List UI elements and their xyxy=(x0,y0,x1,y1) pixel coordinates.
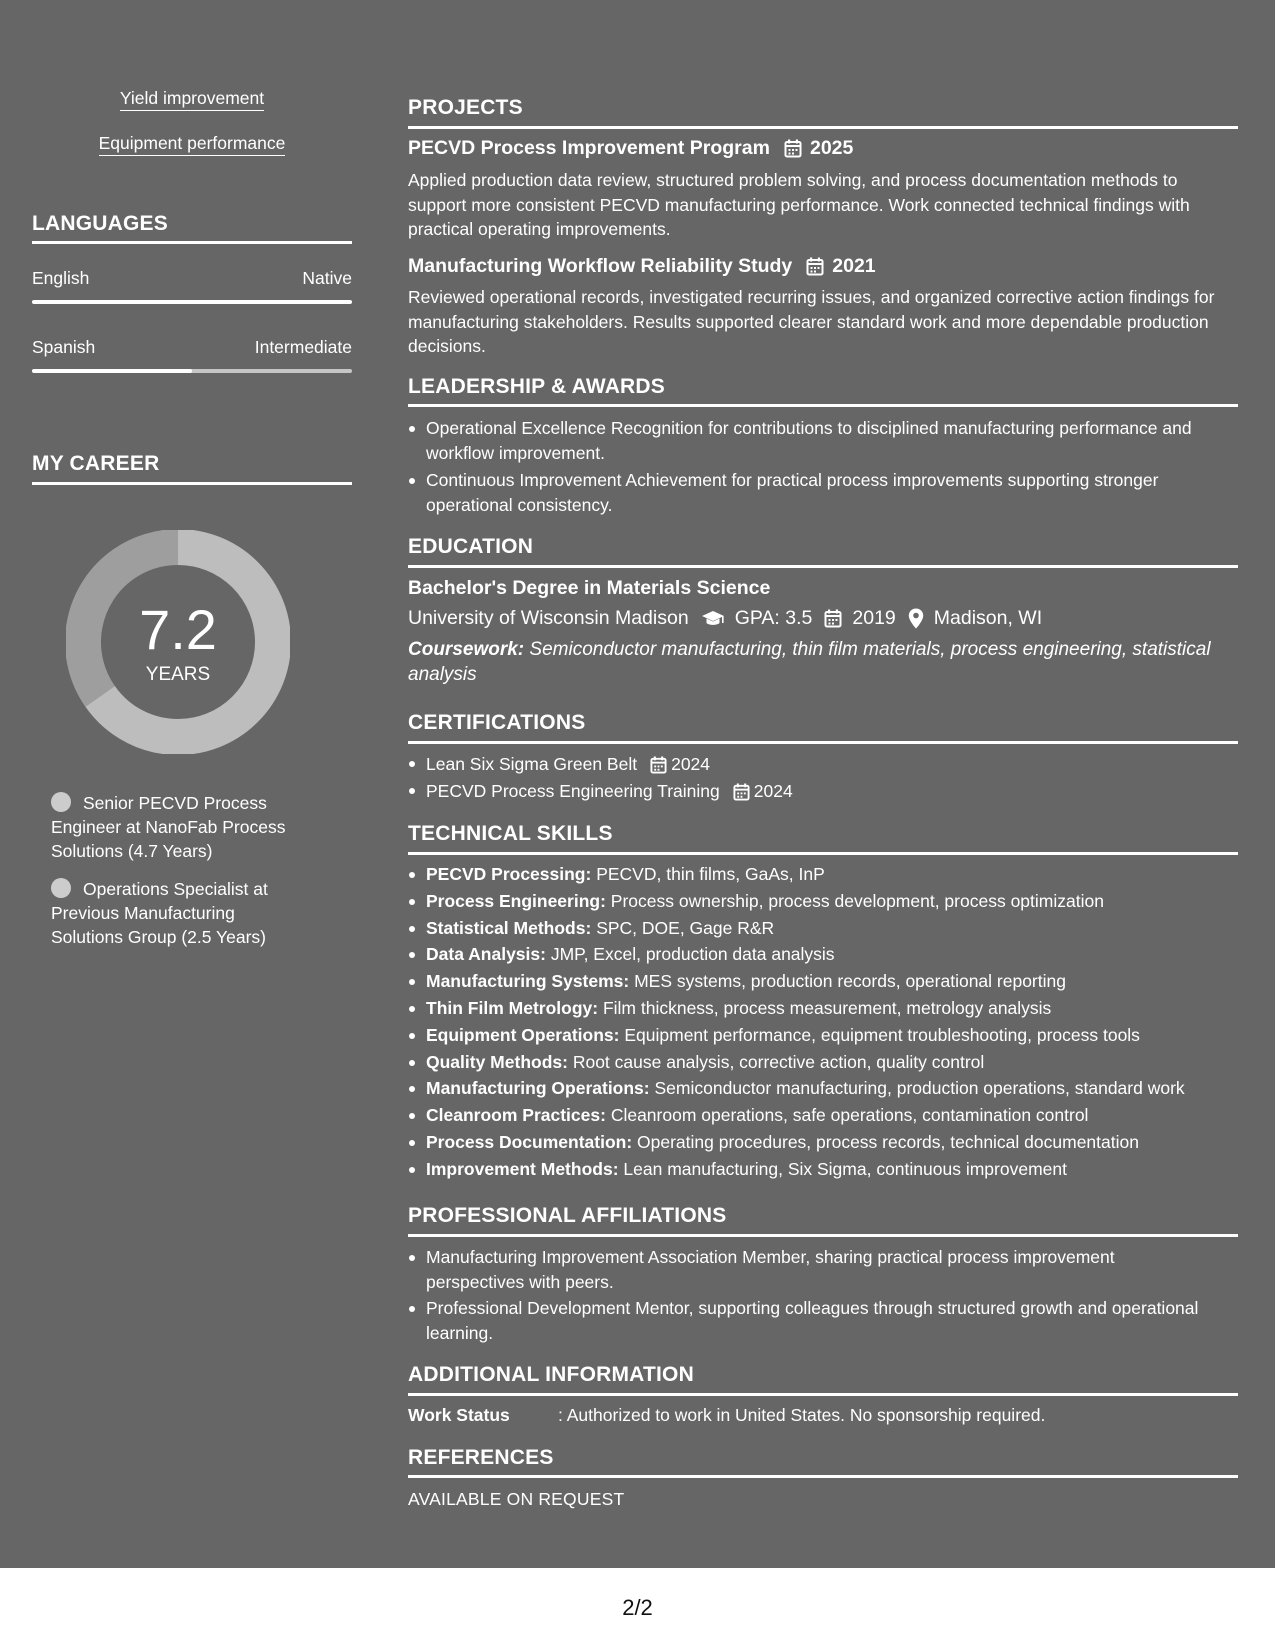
career-heading: MY CAREER xyxy=(32,452,160,475)
skill-item: Data Analysis: JMP, Excel, production data analysis xyxy=(426,941,1256,968)
calendar-icon xyxy=(824,609,842,628)
list-item: Continuous Improvement Achievement for practical process improvements supporting stronger operational consistency. xyxy=(426,468,1238,517)
project-description: Reviewed operational records, investigated recurring issues, and organized corrective action findings for manufacturing stakeholders. Results supported clearer standard work and more dependable production decisions. xyxy=(408,287,1215,356)
certifications-rule xyxy=(408,741,1238,744)
leadership-rule xyxy=(408,404,1238,407)
calendar-icon xyxy=(733,783,750,801)
list-item: Professional Development Mentor, supporting colleagues through structured growth and operational learning. xyxy=(426,1296,1206,1345)
language-name: English xyxy=(32,268,90,288)
projects-rule xyxy=(408,126,1238,129)
leadership-list xyxy=(408,416,1238,517)
work-status-row xyxy=(408,1405,1045,1426)
language-level: Native xyxy=(302,268,352,288)
career-years-label: YEARS xyxy=(145,664,211,685)
work-status-value: : Authorized to work in United States. No sponsorship required. xyxy=(558,1405,1046,1425)
affiliations-list xyxy=(408,1245,1206,1345)
education-meta xyxy=(408,607,1042,630)
page-number: 2/2 xyxy=(622,1595,653,1620)
language-level: Intermediate xyxy=(254,337,352,357)
project-title: Manufacturing Workflow Reliability Study 2021 xyxy=(408,255,876,277)
certification-item: PECVD Process Engineering Training 2024 xyxy=(426,778,1256,805)
language-bar-spanish xyxy=(32,369,352,373)
references-heading: REFERENCES xyxy=(408,1446,554,1469)
certifications-list xyxy=(408,751,1256,805)
skill-item: Process Engineering: Process ownership, process development, process optimization xyxy=(426,888,1256,915)
technical-skills-list xyxy=(408,861,1256,1183)
certification-year: 2024 xyxy=(753,781,793,801)
career-item: Senior PECVD Process Engineer at NanoFab Process Solutions (4.7 Years) xyxy=(51,793,286,861)
skill-item: Quality Methods: Root cause analysis, corrective action, quality control xyxy=(426,1049,1256,1076)
skill-item: Statistical Methods: SPC, DOE, Gage R&R xyxy=(426,915,1256,942)
education-heading: EDUCATION xyxy=(408,535,534,558)
skill-item: PECVD Processing: PECVD, thin films, GaAs, InP xyxy=(426,861,1256,888)
additional-info-heading: ADDITIONAL INFORMATION xyxy=(408,1363,694,1386)
languages-heading: LANGUAGES xyxy=(32,212,168,235)
skill-item: Cleanroom Practices: Cleanroom operations, safe operations, contamination control xyxy=(426,1102,1256,1129)
skill-link-equipment[interactable]: Equipment performance xyxy=(32,133,352,154)
language-bar-fill xyxy=(32,300,352,304)
career-rule xyxy=(32,482,352,485)
list-item: Manufacturing Improvement Association Member, sharing practical process improvement perspectives with peers. xyxy=(426,1245,1206,1294)
skill-item: Manufacturing Systems: MES systems, production records, operational reporting xyxy=(426,968,1256,995)
skill-item: Thin Film Metrology: Film thickness, process measurement, metrology analysis xyxy=(426,995,1256,1022)
project-year: 2021 xyxy=(832,255,876,277)
skill-link-yield[interactable]: Yield improvement xyxy=(32,88,352,109)
language-row-spanish xyxy=(32,337,352,358)
references-rule xyxy=(408,1475,1238,1478)
skill-item: Improvement Methods: Lean manufacturing, Six Sigma, continuous improvement xyxy=(426,1156,1256,1183)
career-dot xyxy=(51,792,71,812)
coursework-label: Coursework: xyxy=(408,639,525,660)
references-text: AVAILABLE ON REQUEST xyxy=(408,1489,625,1509)
skill-item: Manufacturing Operations: Semiconductor manufacturing, production operations, standard work xyxy=(426,1075,1256,1102)
project-title: PECVD Process Improvement Program 2025 xyxy=(408,137,854,159)
certification-year: 2024 xyxy=(671,754,711,774)
affiliations-heading: PROFESSIONAL AFFILIATIONS xyxy=(408,1204,727,1227)
projects-heading: PROJECTS xyxy=(408,96,523,119)
certifications-heading: CERTIFICATIONS xyxy=(408,711,586,734)
education-coursework xyxy=(408,637,1238,687)
affiliations-rule xyxy=(408,1234,1238,1237)
graduation-cap-icon xyxy=(701,610,725,628)
leadership-heading: LEADERSHIP & AWARDS xyxy=(408,375,665,398)
education-gpa: GPA: 3.5 xyxy=(734,607,813,629)
calendar-icon xyxy=(650,756,667,774)
career-total-years: 7.2 xyxy=(139,598,217,661)
calendar-icon xyxy=(784,139,802,158)
skill-item: Process Documentation: Operating procedures, process records, technical documentation xyxy=(426,1129,1256,1156)
technical-skills-heading: TECHNICAL SKILLS xyxy=(408,822,613,845)
location-pin-icon xyxy=(908,608,924,629)
work-status-label: Work Status xyxy=(408,1405,510,1425)
additional-info-rule xyxy=(408,1393,1238,1396)
language-name: Spanish xyxy=(32,337,96,357)
education-school: University of Wisconsin Madison xyxy=(408,607,689,629)
career-dot xyxy=(51,878,71,898)
education-degree: Bachelor's Degree in Materials Science xyxy=(408,577,771,599)
skill-item: Equipment Operations: Equipment performance, equipment troubleshooting, process tools xyxy=(426,1022,1256,1049)
list-item: Operational Excellence Recognition for contributions to disciplined manufacturing performance and workflow improvement. xyxy=(426,416,1238,465)
career-item: Operations Specialist at Previous Manufacturing Solutions Group (2.5 Years) xyxy=(51,879,268,947)
calendar-icon xyxy=(806,257,824,276)
education-rule xyxy=(408,565,1238,568)
technical-skills-rule xyxy=(408,852,1238,855)
education-location: Madison, WI xyxy=(933,607,1043,629)
language-row-english xyxy=(32,268,352,289)
project-year: 2025 xyxy=(809,137,854,159)
coursework-text: Semiconductor manufacturing, thin film materials, process engineering, statistical analysis xyxy=(408,639,1211,685)
languages-rule xyxy=(32,241,352,244)
certification-item: Lean Six Sigma Green Belt 2024 xyxy=(426,751,1256,778)
education-year: 2019 xyxy=(852,607,896,629)
project-description: Applied production data review, structured problem solving, and process documentation methods to support more consistent PECVD manufacturing performance. Work connected technical findings with practical operating improvements. xyxy=(408,170,1190,239)
language-bar-fill xyxy=(32,369,192,373)
language-bar-english xyxy=(32,300,352,304)
